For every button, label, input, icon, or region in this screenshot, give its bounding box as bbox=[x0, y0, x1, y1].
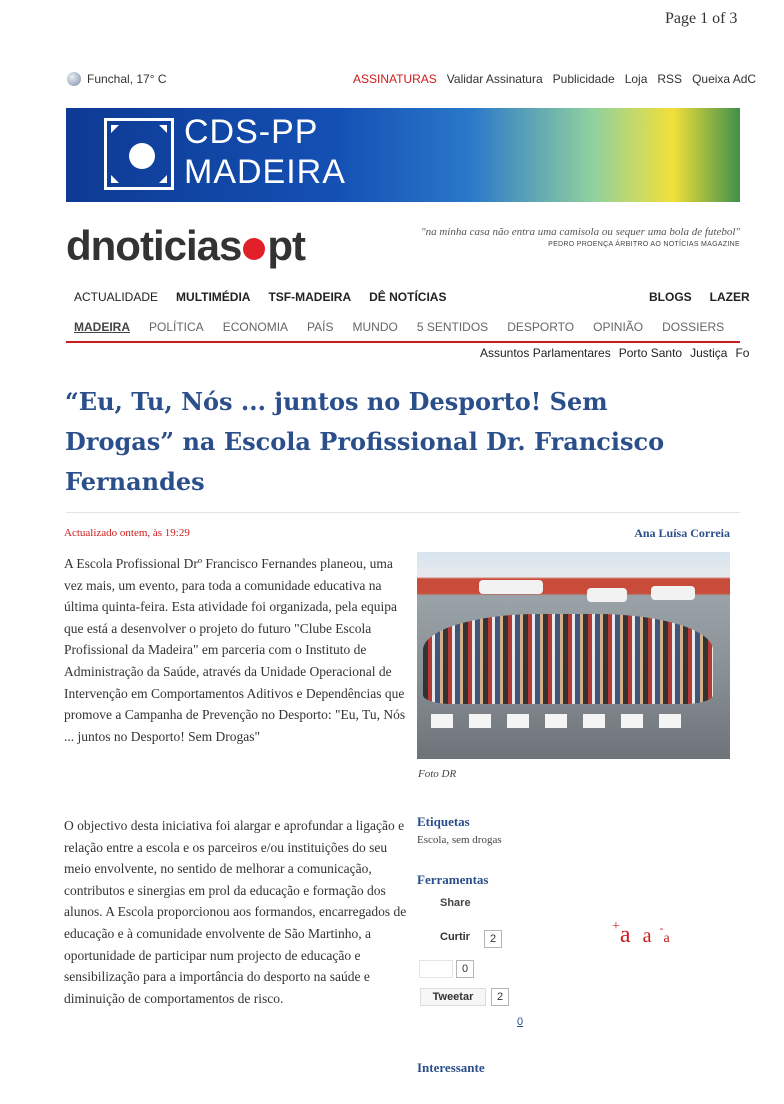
site-logo-left: dnoticias bbox=[66, 222, 242, 269]
link-validar-assinatura[interactable]: Validar Assinatura bbox=[446, 72, 543, 86]
tab-economia[interactable]: ECONOMIA bbox=[222, 320, 289, 334]
banner-line-2: MADEIRA bbox=[184, 153, 346, 191]
tweet-count: 2 bbox=[491, 988, 509, 1006]
main-nav bbox=[74, 290, 464, 304]
article-author[interactable]: Ana Luísa Correia bbox=[634, 526, 730, 540]
tweet-button[interactable]: Tweetar bbox=[420, 988, 486, 1006]
nav-divider bbox=[66, 341, 740, 343]
link-loja[interactable]: Loja bbox=[624, 72, 648, 86]
cds-pp-logo-icon bbox=[104, 118, 174, 190]
article-title: “Eu, Tu, Nós ... juntos no Desporto! Sem Drogas” na Escola Profissional Dr. Francisco Fernandes bbox=[65, 387, 665, 496]
article-paragraph-1: A Escola Profissional Drº Francisco Fernandes planeou, uma vez mais, um evento, para toda a comunidade educativa na última quinta-feira. Esta atividade foi organizada, pela equipa que está a desenvolver o projeto do futuro "Clube Escola Profissional da Madeira" em parceria com o Instituto de Administração da Saúde, através da Unidade Operacional de Intervenção em Comportamentos Aditivos e Dependências que promove a Campanha de Prevenção no Desporto: "Eu, Tu, Nós ... juntos no Desporto! Sem Drogas" bbox=[64, 556, 406, 744]
tab-mundo[interactable]: MUNDO bbox=[352, 320, 398, 334]
subnav-porto-santo[interactable]: Porto Santo bbox=[618, 346, 683, 360]
weather-icon bbox=[67, 72, 81, 86]
subnav-assuntos-parlamentares[interactable]: Assuntos Parlamentares bbox=[480, 346, 611, 360]
tab-pais[interactable]: PAÍS bbox=[307, 320, 334, 334]
link-assinaturas[interactable]: ASSINATURAS bbox=[353, 72, 437, 86]
article-updated: Actualizado ontem, às 19:29 bbox=[64, 527, 190, 539]
tools-title: Ferramentas bbox=[417, 872, 489, 887]
font-small-button[interactable]: a bbox=[663, 931, 670, 946]
header-quote: "na minha casa não entra uma camisola ou sequer uma bola de futebol" bbox=[420, 226, 740, 238]
tab-madeira[interactable]: MADEIRA bbox=[74, 320, 130, 334]
photo-caption: Foto DR bbox=[418, 768, 457, 780]
font-medium-button[interactable]: a bbox=[642, 925, 652, 947]
plus-one-count: 0 bbox=[456, 960, 474, 978]
banner-title bbox=[184, 112, 346, 192]
font-size-controls bbox=[612, 919, 670, 949]
header-quote-author: PEDRO PROENÇA ÁRBITRO AO NOTÍCIAS MAGAZINE bbox=[548, 241, 740, 248]
share-button[interactable]: Share bbox=[440, 897, 471, 909]
banner-line-1: CDS-PP bbox=[184, 113, 319, 151]
tags-list[interactable]: Escola, sem drogas bbox=[417, 834, 502, 846]
nav-lazer[interactable]: LAZER bbox=[709, 290, 750, 304]
top-links bbox=[353, 72, 766, 86]
site-logo[interactable] bbox=[66, 222, 305, 270]
nav-tsf-madeira[interactable]: TSF-MADEIRA bbox=[268, 290, 352, 304]
font-decrease-icon[interactable]: - bbox=[659, 921, 664, 935]
tab-politica[interactable]: POLÍTICA bbox=[149, 320, 204, 334]
nav-multimedia[interactable]: MULTIMÉDIA bbox=[176, 290, 251, 304]
font-large-button[interactable]: a bbox=[619, 922, 631, 948]
subnav-more[interactable]: Fo bbox=[735, 346, 750, 360]
ad-banner[interactable] bbox=[66, 108, 740, 202]
subsection-nav bbox=[480, 346, 750, 360]
tab-dossiers[interactable]: DOSSIERS bbox=[662, 320, 725, 334]
like-button[interactable]: Curtir bbox=[440, 931, 470, 943]
article-photo[interactable] bbox=[417, 552, 730, 759]
tab-opiniao[interactable]: OPINIÃO bbox=[593, 320, 644, 334]
plus-one-button[interactable] bbox=[419, 960, 453, 978]
nav-blogs[interactable]: BLOGS bbox=[649, 290, 692, 304]
comments-link[interactable]: 0 bbox=[517, 1016, 524, 1028]
weather-widget bbox=[67, 72, 167, 86]
page-number: Page 1 of 3 bbox=[665, 10, 738, 27]
link-rss[interactable]: RSS bbox=[657, 72, 683, 86]
tab-5-sentidos[interactable]: 5 SENTIDOS bbox=[416, 320, 489, 334]
weather-text: Funchal, 17° C bbox=[87, 72, 167, 86]
tags-title: Etiquetas bbox=[417, 814, 470, 829]
interest-title: Interessante bbox=[417, 1060, 485, 1075]
article-paragraph-2: O objectivo desta iniciativa foi alargar e aprofundar a ligação e relação entre a escola e os parceiros e/ou instituições do seu meio envolvente, no sentido de melhorar a comunicação, contributos e sinergias em prol da educação e formação dos alunos. A Escola proporcionou aos formandos, encarregados de educação e à comunidade envolvente de São Martinho, a oportunidade de participar num projecto de educação e sensibilização para a importância do desporto na saúde e diminuição de comportamentos de risco. bbox=[64, 818, 407, 1006]
like-count: 2 bbox=[484, 930, 502, 948]
section-nav bbox=[74, 320, 743, 334]
nav-actualidade[interactable]: ACTUALIDADE bbox=[74, 290, 159, 304]
link-queixa-adc[interactable]: Queixa AdC bbox=[692, 72, 757, 86]
nav-de-noticias[interactable]: DÊ NOTÍCIAS bbox=[369, 290, 447, 304]
font-increase-icon[interactable]: + bbox=[612, 919, 620, 934]
title-divider bbox=[66, 512, 740, 513]
main-nav-right bbox=[649, 290, 750, 304]
site-logo-right: pt bbox=[267, 222, 306, 269]
tab-desporto[interactable]: DESPORTO bbox=[507, 320, 575, 334]
logo-dot-icon bbox=[243, 238, 265, 260]
subnav-justica[interactable]: Justiça bbox=[690, 346, 728, 360]
link-publicidade[interactable]: Publicidade bbox=[552, 72, 615, 86]
